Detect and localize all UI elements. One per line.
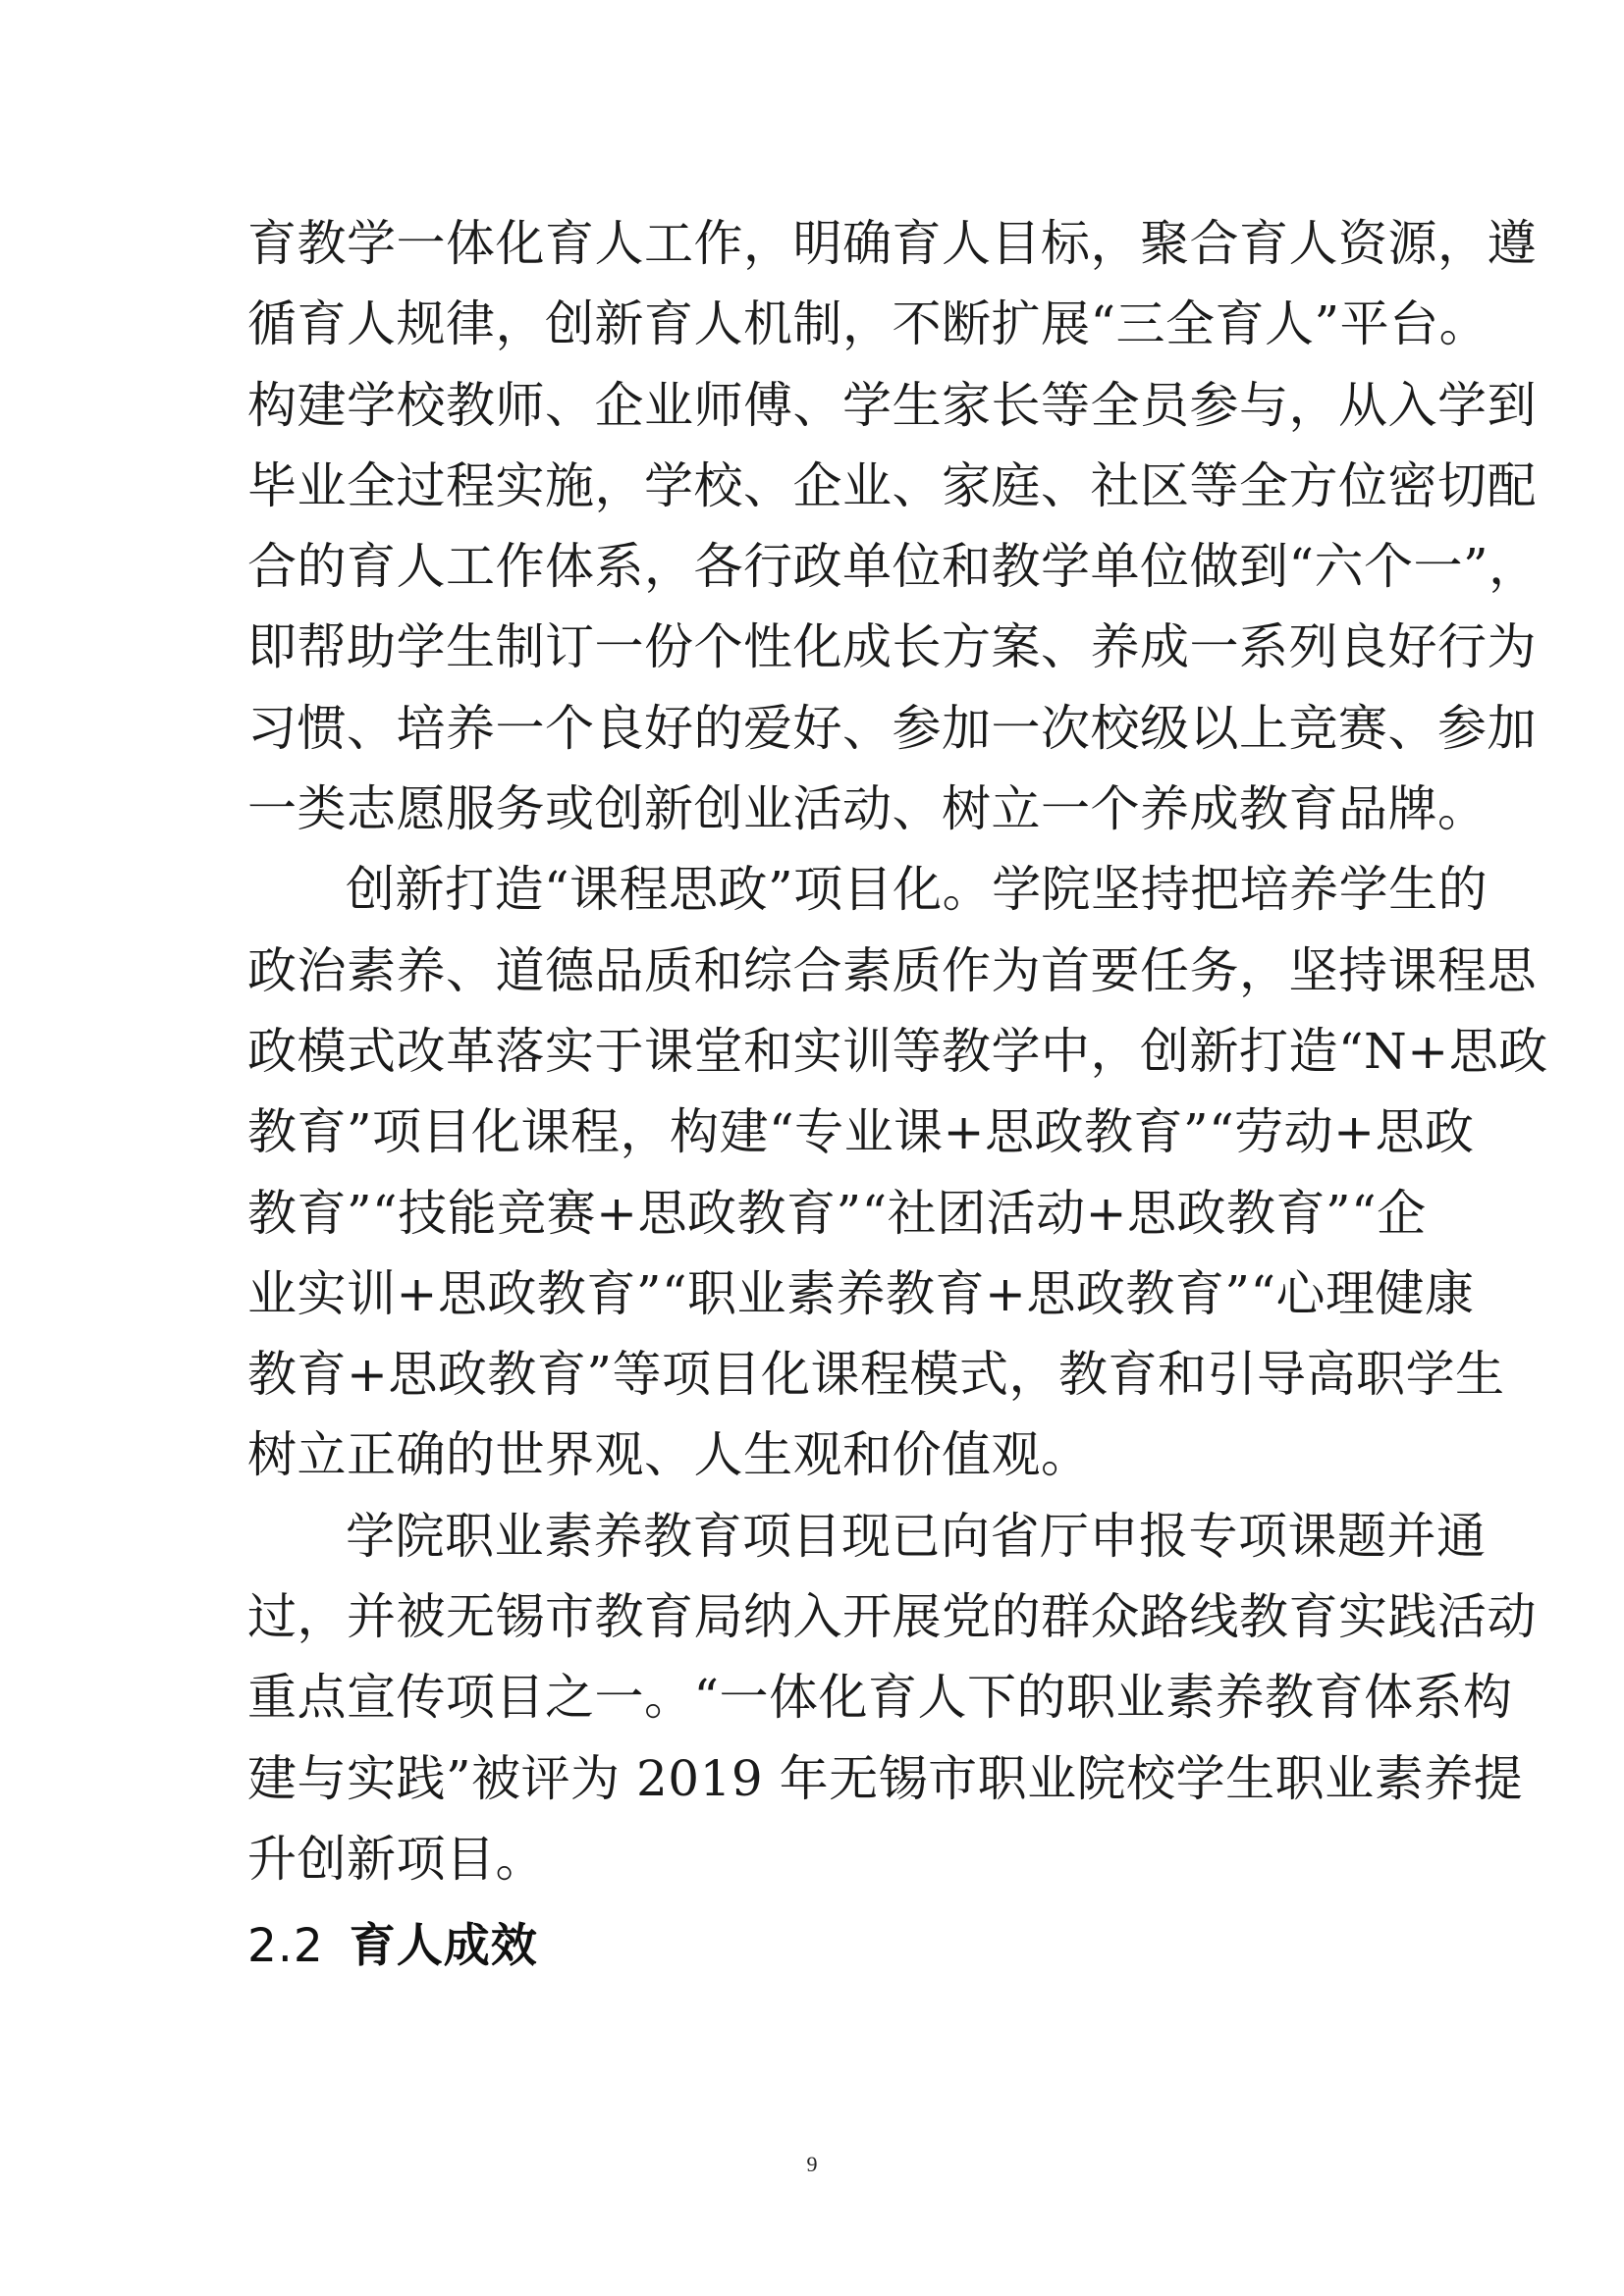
paragraph-line: 循育人规律，创新育人机制，不断扩展“三全育人”平台。 (247, 295, 1489, 353)
paragraph-line: 建与实践”被评为 2019 年无锡市职业院校学生职业素养提 (247, 1749, 1524, 1807)
paragraph-3 (247, 1496, 1537, 1899)
paragraph-line: 教育+思政教育”等项目化课程模式，教育和引导高职学生 (247, 1346, 1505, 1404)
paragraph-line: 学院职业素养教育项目现已向省厅申报专项课题并通 (346, 1507, 1487, 1565)
paragraph-line: 习惯、培养一个良好的爱好、参加一次校级以上竞赛、参加 (247, 699, 1537, 757)
paragraph-1 (247, 203, 1539, 849)
paragraph-line: 创新打造“课程思政”项目化。学院坚持把培养学生的 (346, 861, 1489, 919)
paragraph-line: 构建学校教师、企业师傅、学生家长等全员参与，从入学到 (247, 376, 1537, 434)
body-text (247, 203, 1548, 1899)
paragraph-line: 升创新项目。 (247, 1830, 545, 1888)
paragraph-line: 政治素养、道德品质和综合素质作为首要任务，坚持课程思 (247, 941, 1537, 999)
paragraph-line: 过，并被无锡市教育局纳入开展党的群众路线教育实践活动 (247, 1588, 1537, 1646)
paragraph-line: 合的育人工作体系，各行政单位和教学单位做到“六个一”， (247, 538, 1539, 596)
section-number: 2.2 (247, 1919, 324, 1973)
paragraph-line: 业实训+思政教育”“职业素养教育+思政教育”“心理健康 (247, 1264, 1475, 1322)
paragraph-line: 一类志愿服务或创新创业活动、树立一个养成教育品牌。 (247, 780, 1488, 838)
paragraph-line: 重点宣传项目之一。“一体化育人下的职业素养教育体系构 (247, 1669, 1513, 1727)
paragraph-line: 教育”“技能竞赛+思政教育”“社团活动+思政教育”“企 (247, 1184, 1427, 1242)
paragraph-line: 树立正确的世界观、人生观和价值观。 (247, 1426, 1091, 1484)
paragraph-line: 育教学一体化育人工作，明确育人目标，聚合育人资源，遵 (247, 215, 1537, 272)
paragraph-2 (247, 849, 1548, 1495)
paragraph-line: 即帮助学生制订一份个性化成长方案、养成一系列良好行为 (247, 618, 1537, 676)
section-heading (247, 1909, 538, 1975)
paragraph-line: 教育”项目化课程，构建“专业课+思政教育”“劳动+思政 (247, 1103, 1475, 1161)
paragraph-line: 毕业全过程实施，学校、企业、家庭、社区等全方位密切配 (247, 456, 1537, 514)
section-title: 育人成效 (349, 1919, 538, 1973)
page-number: 9 (806, 2152, 818, 2176)
paragraph-line: 政模式改革落实于课堂和实训等教学中，创新打造“N+思政 (247, 1022, 1548, 1080)
